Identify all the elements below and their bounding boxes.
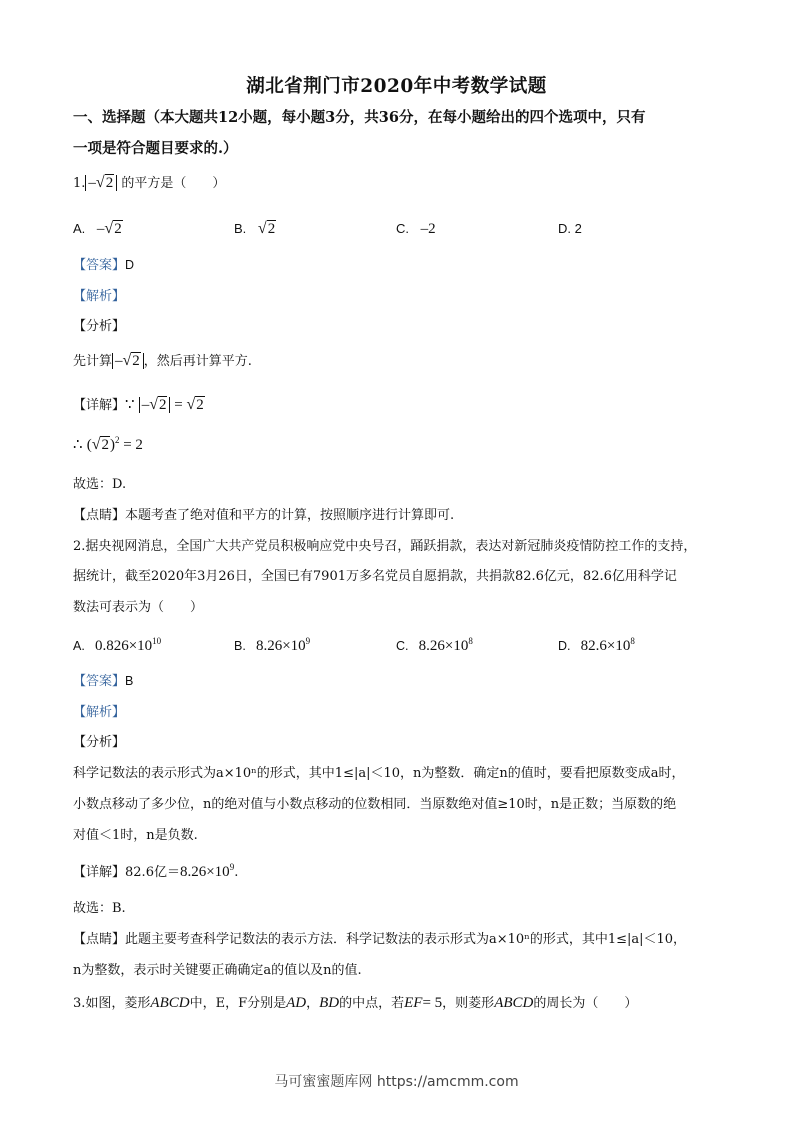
q2-detail: 【详解】82.6亿$=8.26\times 10^9$. (73, 862, 239, 880)
q1-detail: 【详解】∵ –√2 = √2 (73, 396, 204, 413)
q1-fenxi-tag: 【分析】 (73, 319, 126, 334)
q2-option-a: A. $0.826\times 10^{10}$ (73, 636, 162, 654)
q1-stem-text: 的平方是（ ） (121, 176, 226, 191)
q1-comment: 【点睛】本题考查了绝对值和平方的计算，按照顺序进行计算即可. (73, 508, 455, 523)
q2-answer: 【答案】B (73, 673, 134, 688)
q1-option-c: C. –2 (396, 221, 436, 237)
q2-fenxi-tag: 【分析】 (73, 735, 126, 750)
answer-tag: 【答案】 (73, 257, 126, 272)
q1-abs-expression: –√2 (85, 175, 117, 191)
q1-number: 1. (73, 176, 86, 191)
q2-option-d: D. $82.6\times 10^8$ (558, 636, 635, 654)
q2-fenxi-line3: 对值＜1时，n是负数. (73, 828, 198, 843)
q2-fenxi-line2: 小数点移动了多少位，n的绝对值与小数点移动的位数相同．当原数绝对值≥10时，n是正数；当原数的绝 (73, 797, 677, 812)
q1-stem (73, 175, 225, 193)
q2-choose: 故选：B. (73, 901, 126, 916)
page-title: 湖北省荆门市2020年中考数学试题 (246, 76, 547, 97)
q2-option-b: B. $8.26\times 10^9$ (234, 636, 311, 654)
q2-comment-line2: n为整数，表示时关键要正确确定a的值以及n的值. (73, 963, 362, 978)
q2-stem-line2: 据统计，截至2020年3月26日，全国已有7901万多名党员自愿捐款，共捐款82.6亿元，82.6亿用科学记 (73, 569, 677, 584)
q2-stem-line3: 数法可表示为（ ） (73, 600, 204, 615)
q1-option-d: D. 2 (558, 221, 582, 236)
section-heading-line1: 一、选择题（本大题共12小题，每小题3分，共36分，在每小题给出的四个选项中，只有 (73, 109, 646, 126)
q1-fenxi: 先计算 –√2 ，然后再计算平方. (73, 352, 252, 369)
q2-comment-line1: 【点睛】此题主要考查科学记数法的表示方法．科学记数法的表示形式为a×10ⁿ的形式，其中1≤|a|＜10， (73, 932, 687, 947)
q1-option-b: B. √2 (234, 220, 276, 237)
q1-therefore: ∴ $(√2)^2 = 2$ (73, 435, 143, 453)
q2-fenxi-line1: 科学记数法的表示形式为a×10ⁿ的形式，其中1≤|a|＜10，n为整数．确定n的值时，要看把原数变成a时， (73, 766, 685, 781)
q2-stem-line1: 2.据央视网消息，全国广大共产党员积极响应党中央号召，踊跃捐款，表达对新冠肺炎疫情防控工作的支持， (73, 539, 697, 554)
q1-option-a: A. –√2 (73, 220, 122, 237)
q2-option-c: C. $8.26\times 10^8$ (396, 636, 473, 654)
answer-tag: 【答案】 (73, 673, 126, 688)
section-heading-line2: 一项是符合题目要求的.） (73, 140, 238, 157)
q1-choose: 故选：D. (73, 477, 127, 492)
q1-analysis-tag: 【解析】 (73, 288, 126, 303)
footer-watermark: 马可蜜蜜题库网 https://amcmm.com (274, 1074, 519, 1090)
q3-stem: 3.如图，菱形ABCD中，E，F分别是AD，BD的中点，若EF= 5，则菱形ABCD的周长为（ ） (73, 995, 638, 1011)
q1-answer: 【答案】D (73, 257, 135, 272)
q2-analysis-tag: 【解析】 (73, 704, 126, 719)
